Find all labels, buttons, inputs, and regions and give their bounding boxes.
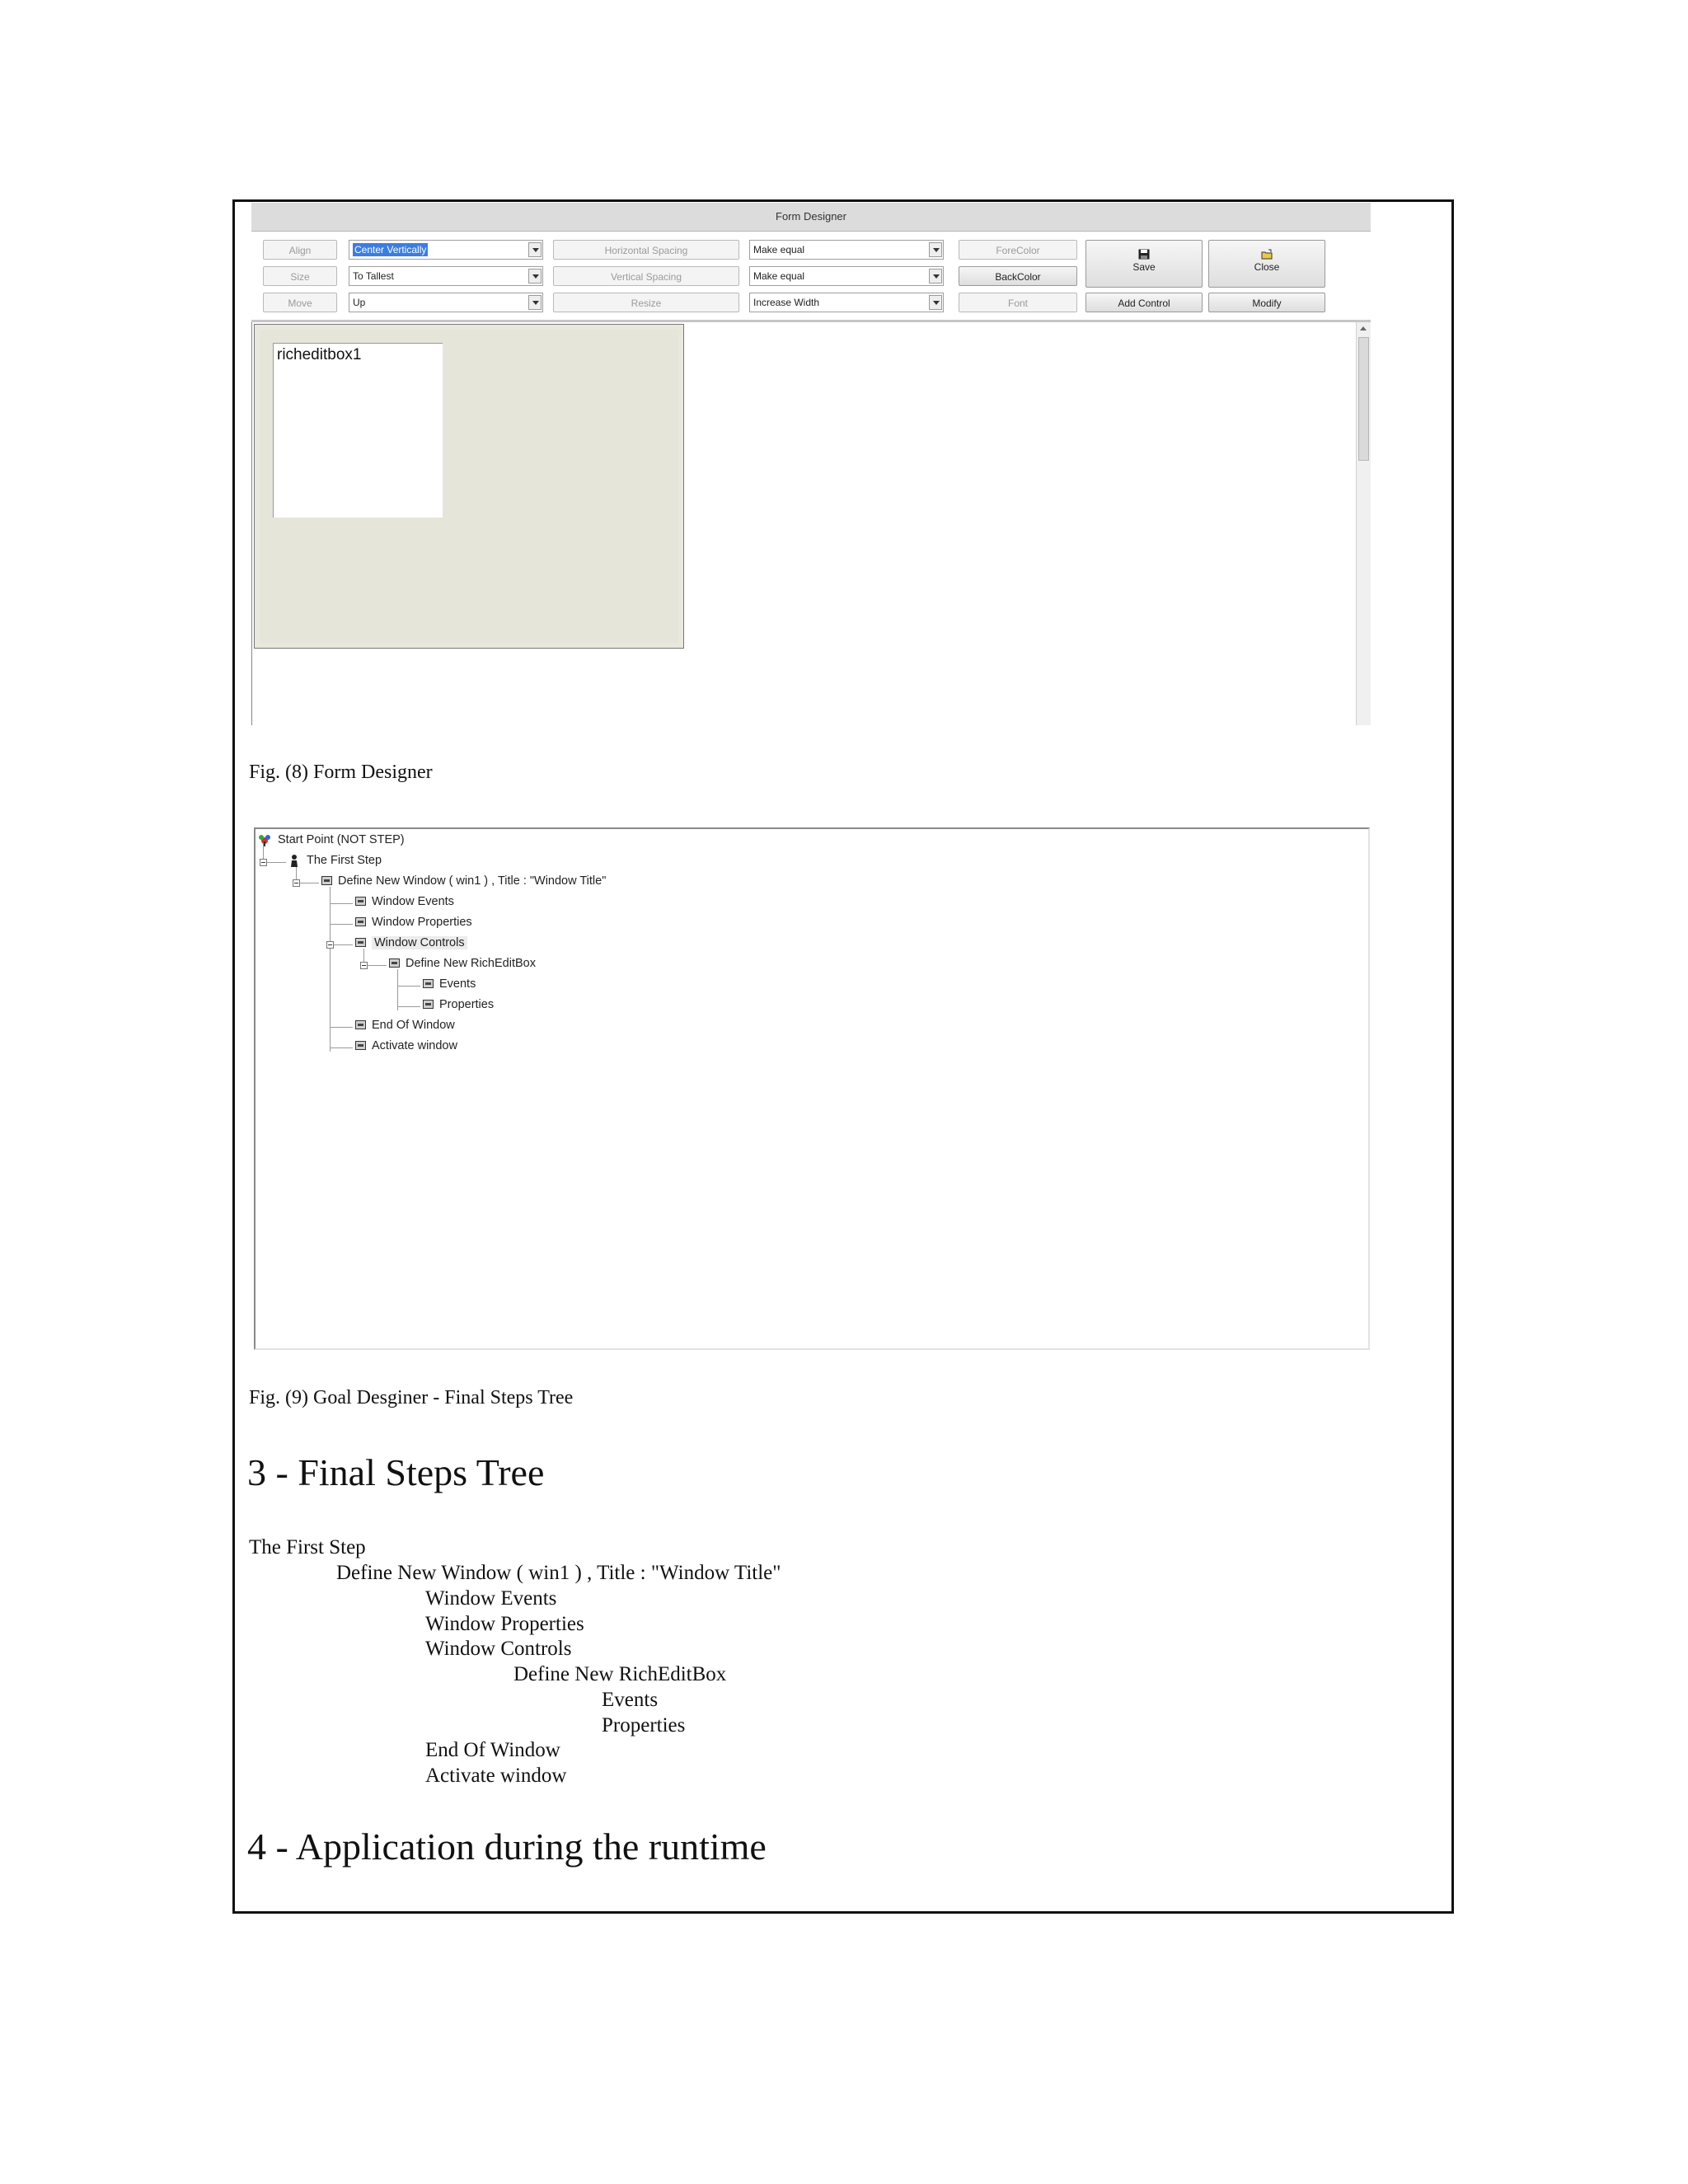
close-button[interactable]	[1208, 240, 1325, 288]
tree-node-window-events[interactable]	[355, 893, 454, 910]
collapse-icon[interactable]	[326, 941, 334, 949]
vertical-spacing-button[interactable]: Vertical Spacing	[553, 266, 739, 286]
align-select[interactable]	[349, 240, 543, 260]
steps-line: Define New RichEditBox	[513, 1663, 727, 1685]
node-icon	[355, 897, 366, 906]
start-point-icon	[258, 833, 271, 846]
figure-9-caption: Fig. (9) Goal Desginer - Final Steps Tree	[249, 1387, 574, 1408]
vertical-scrollbar[interactable]	[1356, 322, 1371, 725]
node-icon	[423, 979, 434, 988]
tree-line	[330, 924, 353, 925]
steps-line: Define New Window ( win1 ) , Title : "Window Title"	[336, 1562, 781, 1584]
tree-node-label: Events	[439, 977, 476, 991]
horizontal-spacing-button[interactable]: Horizontal Spacing	[553, 240, 739, 260]
tree-node-label: The First Step	[307, 854, 382, 867]
node-icon	[355, 917, 366, 926]
step-icon	[290, 854, 298, 867]
modify-button[interactable]: Modify	[1208, 293, 1325, 312]
tree-node-label: Define New RichEditBox	[406, 957, 536, 970]
design-canvas[interactable]	[251, 322, 1357, 725]
collapse-icon[interactable]	[293, 879, 300, 887]
move-button[interactable]: Move	[263, 293, 337, 312]
section-3-heading: 3 - Final Steps Tree	[247, 1451, 545, 1493]
tree-node-start-point[interactable]	[258, 832, 405, 848]
tree-node-define-richeditbox[interactable]	[389, 955, 536, 972]
node-icon	[355, 1020, 366, 1029]
tree-node-label: Window Controls	[372, 936, 467, 949]
close-label: Close	[1254, 261, 1280, 273]
font-button[interactable]: Font	[959, 293, 1077, 312]
align-button[interactable]: Align	[263, 240, 337, 260]
save-icon	[1138, 249, 1150, 260]
tree-line	[397, 1006, 420, 1007]
node-icon	[321, 876, 332, 885]
tree-node-end-of-window[interactable]	[355, 1017, 455, 1033]
size-select[interactable]	[349, 266, 543, 286]
dropdown-arrow-icon[interactable]	[528, 295, 542, 310]
tree-node-events[interactable]	[423, 976, 476, 992]
resize-select[interactable]	[749, 293, 944, 312]
tree-line	[330, 1027, 353, 1028]
steps-line: The First Step	[249, 1536, 366, 1558]
save-button[interactable]	[1085, 240, 1203, 288]
steps-line: Events	[602, 1689, 659, 1711]
node-icon	[355, 938, 366, 947]
resize-button[interactable]: Resize	[553, 293, 739, 312]
node-icon	[423, 1000, 434, 1009]
align-select-value: Center Vertically	[354, 244, 427, 255]
form-designer-title: Form Designer	[251, 203, 1371, 232]
tree-node-activate-window[interactable]	[355, 1038, 457, 1054]
tree-node-label: Start Point (NOT STEP)	[278, 833, 405, 846]
dropdown-arrow-icon[interactable]	[528, 242, 542, 257]
tree-node-define-window[interactable]	[321, 873, 606, 889]
tree-node-label: Define New Window ( win1 ) , Title : "Window Title"	[338, 874, 607, 888]
steps-line: Activate window	[425, 1765, 567, 1787]
steps-line: Window Controls	[425, 1638, 572, 1660]
dropdown-arrow-icon[interactable]	[929, 295, 942, 310]
tree-node-first-step[interactable]	[290, 852, 382, 869]
tree-node-label: Properties	[439, 998, 495, 1011]
tree-node-label: End Of Window	[372, 1019, 455, 1032]
hspacing-select-value: Make equal	[753, 244, 805, 255]
node-icon	[389, 958, 400, 968]
steps-line: Properties	[602, 1714, 686, 1736]
move-select-value: Up	[353, 297, 366, 308]
steps-tree-screenshot	[254, 827, 1370, 1350]
tree-node-window-controls[interactable]	[355, 935, 467, 951]
tree-line	[330, 1047, 353, 1048]
resize-select-value: Increase Width	[753, 297, 820, 308]
scrollbar-thumb[interactable]	[1358, 337, 1369, 461]
designed-window[interactable]	[254, 324, 684, 649]
section-4-heading: 4 - Application during the runtime	[247, 1825, 767, 1868]
window-client-area	[260, 330, 678, 643]
tree-node-label: Window Events	[372, 895, 454, 908]
tree-node-window-properties[interactable]	[355, 914, 472, 930]
collapse-icon[interactable]	[360, 962, 368, 969]
collapse-icon[interactable]	[260, 859, 267, 866]
scroll-up-icon[interactable]	[1360, 326, 1367, 330]
size-button[interactable]: Size	[263, 266, 337, 286]
tree-line	[397, 986, 420, 987]
tree-node-label: Window Properties	[372, 916, 472, 929]
richeditbox-control[interactable]: richeditbox1	[273, 343, 443, 518]
size-select-value: To Tallest	[353, 270, 394, 282]
dropdown-arrow-icon[interactable]	[929, 269, 942, 284]
dropdown-arrow-icon[interactable]	[929, 242, 942, 257]
save-label: Save	[1132, 261, 1156, 273]
node-icon	[355, 1041, 366, 1050]
steps-line: Window Properties	[425, 1613, 584, 1635]
tree-line	[330, 903, 353, 904]
tree-node-label: Activate window	[372, 1039, 457, 1052]
figure-8-caption: Fig. (8) Form Designer	[249, 762, 433, 783]
folder-icon	[1261, 249, 1273, 260]
steps-line: End Of Window	[425, 1739, 560, 1761]
dropdown-arrow-icon[interactable]	[528, 269, 542, 284]
move-select[interactable]	[349, 293, 543, 312]
vspacing-select[interactable]	[749, 266, 944, 286]
vspacing-select-value: Make equal	[753, 270, 805, 282]
tree-node-properties[interactable]	[423, 996, 494, 1013]
hspacing-select[interactable]	[749, 240, 944, 260]
backcolor-button[interactable]: BackColor	[959, 266, 1077, 286]
form-designer-screenshot	[251, 203, 1371, 725]
add-control-button[interactable]: Add Control	[1085, 293, 1203, 312]
forecolor-button[interactable]: ForeColor	[959, 240, 1077, 260]
steps-line: Window Events	[425, 1587, 557, 1610]
tree-line	[397, 969, 398, 1010]
